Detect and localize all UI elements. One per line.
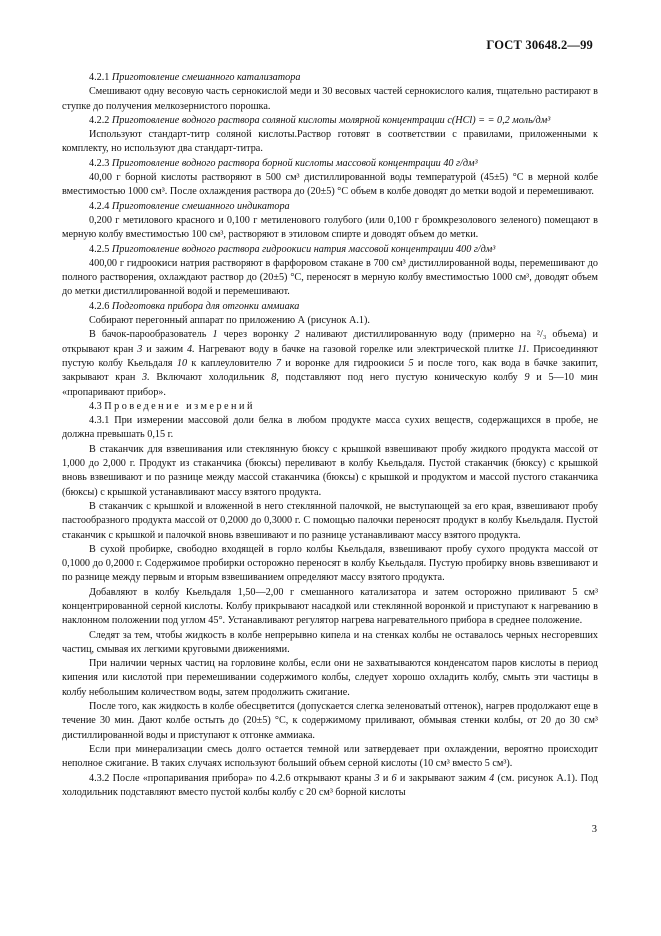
text-run: 4.2.2: [89, 114, 112, 126]
text-run: подставляют под него пустую коническую колбу: [278, 372, 525, 384]
text-run: 4.3.2 После «пропаривания прибора» по 4.2.6 открывают краны: [89, 772, 375, 784]
text-run: 4.2.5: [89, 243, 112, 255]
paragraph: [62, 629, 598, 658]
text-run: 4: [489, 772, 495, 784]
text-run: 4.2.6: [89, 300, 112, 312]
text-run: Используют стандарт-титр соляной кислоты.Раствор готовят в соответствии с правилами, приложенными к комплекту, но используют два стандарт-титра.: [62, 129, 598, 155]
page-number: 3: [591, 824, 597, 835]
text-run: и закрывают зажим: [396, 772, 490, 784]
text-run: наливают дистиллированную воду (примерно на ²/₃ объема) и открывают кран: [62, 329, 598, 355]
text-run: 11.: [517, 343, 530, 355]
paragraph: [62, 200, 598, 214]
paragraph: [62, 700, 598, 743]
paragraph: [62, 772, 598, 801]
paragraph: [62, 85, 598, 114]
text-run: 4.: [187, 343, 195, 355]
paragraph: [62, 743, 598, 772]
text-run: 4.2.1: [89, 72, 112, 83]
text-run: 400,00 г гидроокиси натрия растворяют в фарфоровом стакане в 700 см³ дистиллированной воды, перемешивают до полного растворения, охлаждают раствор до (20±5) °С, переносят в мерную колбу вместимостью 1000 см³, доводят объем до метки дистиллированной водой и перемешивают.: [62, 257, 598, 298]
paragraph: [62, 586, 598, 629]
text-run: Собирают перегонный аппарат по приложению А (рисунок А.1).: [89, 315, 370, 327]
text-run: Если при минерализации смесь долго остается темной или затвердевает при охлаждении, вероятно происходит неполное сжигание. В таких случаях используют больший объем серной кислоты (10 см³ вместо 5 см³).: [62, 743, 598, 770]
text-run: 0,200 г метилового красного и 0,100 г метиленового голубого (или 0,100 г бромкрезолового зеленого) помещают в мерную колбу вместимостью 100 см³, растворяют в этиловом спирте и доводят объем до метки.: [62, 214, 598, 241]
text-run: 10: [176, 357, 188, 369]
text-run: Приготовление водного раствора гидроокиси натрия массовой концентрации 400 г/дм³: [111, 243, 496, 255]
text-run: Добавляют в колбу Кьельдаля 1,50—2,00 г смешанного катализатора и затем осторожно приливают 5 см³ концентрированной серной кислоты. Колбу прикрывают насадкой или стеклянной воронкой и приступают к нагреванию в наклонном положении под углом 45°. Устанавливают регулятор нагрева нагревательного прибора в среднее положение.: [62, 586, 598, 627]
text-run: (см. рисунок А.1). Под холодильник подставляют вместо пустой колбы колбу с 20 см³ борной кислоты: [62, 772, 598, 798]
text-run: 4.3: [89, 400, 105, 412]
text-run: 4.2.3: [89, 157, 112, 169]
paragraph: [62, 300, 598, 314]
text-run: 3: [374, 772, 380, 784]
text-run: Подготовка прибора для отгонки аммиака: [111, 300, 300, 312]
text-run: После того, как жидкость в колбе обесцветится (допускается слегка зеленоватый оттенок), нагрев продолжают еще в течение 30 мин. Дают колбе остыть до (20±5) °С, к содержимому приливают, обмывая стенки колбы, от 20 до 30 см³ дистиллированной воды и приступают к отгонке аммиака.: [62, 701, 598, 741]
text-run: Приготовление водного раствора борной кислоты массовой концентрации 40 г/дм³: [111, 157, 478, 169]
text-run: 8,: [271, 372, 279, 384]
text-run: 3: [137, 343, 143, 355]
text-run: Проведение измерений: [104, 400, 255, 412]
text-run: 9: [524, 372, 530, 384]
paragraph: [62, 443, 598, 500]
text-run: и 5—10 мин «пропаривают прибор».: [62, 372, 598, 398]
paragraph: [62, 128, 598, 157]
text-run: и зажим: [142, 343, 187, 355]
text-run: При наличии черных частиц на горловине колбы, если они не захватываются конденсатом паров кислоты в период кипения или кислотой при перемешивании содержимого колбы, следует хорошо охладить колбу, смыть эти частицы в колбу небольшим количеством воды, затем продолжить сжигание.: [62, 658, 598, 698]
text-run: 4.2.4: [89, 200, 112, 212]
text-run: 1: [212, 329, 218, 341]
text-run: 4.3.1 При измерении массовой доли белка в любом продукте масса сухих веществ, содержащихся в пробе, не должна превышать 0,15 г.: [62, 415, 598, 441]
text-run: Смешивают одну весовую часть сернокислой меди и 30 весовых частей сернокислого калия, тщательно растирают в ступке до получения мелкозернистого порошка.: [62, 86, 598, 112]
standard-header: ГОСТ 30648.2—99: [486, 38, 593, 52]
text-run: 7: [275, 357, 281, 369]
paragraph: [62, 500, 598, 543]
paragraph: [62, 314, 598, 328]
paragraph: [62, 543, 598, 586]
text-run: 3.: [142, 372, 150, 384]
paragraph: [62, 214, 598, 243]
text-run: Следят за тем, чтобы жидкость в колбе непрерывно кипела и на стенках колбы не оставалось черных несгоревших частиц, смывая их легкими круговыми движениями.: [62, 629, 598, 655]
paragraph: [62, 171, 598, 200]
text-run: Нагревают воду в бачке на газовой горелке или электрической плитке: [194, 343, 518, 355]
text-run: В стаканчик для взвешивания или стеклянную бюксу с крышкой взвешивают пробу жидкого продукта массой от 1,000 до 2,000 г. Продукт из стаканчика (бюксы) переливают в колбу Кьельдаля. Пустой стаканчик (бюксу) с крышкой вновь взвешивают и по разнице между массой стаканчика (бюксы) с крышкой и продуктом и массой пустого стаканчика (бюксы) с крышкой устанавливают массу взятого продукта.: [62, 443, 598, 498]
text-run: В сухой пробирке, свободно входящей в горло колбы Кьельдаля, взвешивают пробу сухого продукта массой от 0,1000 до 0,2000 г. Содержимое пробирки осторожно переносят в колбу Кьельдаля. Пустую пробирку вновь взвешивают и по разнице между первым и вторым взвешиванием определяют массу взятого продукта.: [62, 543, 598, 584]
text-run: 2: [294, 329, 300, 341]
paragraph: [62, 71, 598, 85]
text-run: и: [379, 772, 392, 784]
document-body: [62, 71, 598, 800]
text-run: Присоединяют пустую колбу Кьельдаля: [62, 343, 598, 369]
text-run: Приготовление водного раствора соляной кислоты молярной концентрации c(HCl) = = 0,2 моль/дм³: [111, 114, 551, 126]
paragraph: [62, 657, 598, 700]
text-run: и после того, как вода в бачке закипит, закрывают кран: [62, 357, 598, 384]
paragraph: [62, 257, 598, 300]
text-run: к каплеуловителю: [187, 357, 276, 369]
paragraph: [62, 328, 598, 399]
text-run: Приготовление смешанного катализатора: [111, 72, 301, 83]
paragraph: [62, 114, 598, 128]
paragraph: [62, 157, 598, 171]
text-run: Включают холодильник: [149, 372, 272, 384]
paragraph: [62, 414, 598, 443]
paragraph: [62, 243, 598, 257]
text-run: Приготовление смешанного индикатора: [111, 200, 290, 212]
text-run: 6: [391, 772, 397, 784]
text-run: 40,00 г борной кислоты растворяют в 500 см³ дистиллированной воды температурой (45±5) °С в мерной колбе вместимостью 1000 см³. После охлаждения раствора до (20±5) °С объем в колбе доводят до метки водой и перемешивают.: [62, 172, 598, 198]
text-run: 5: [408, 357, 414, 369]
text-run: через воронку: [217, 329, 295, 341]
text-run: В стаканчик с крышкой и вложенной в него стеклянной палочкой, не выступающей за его края, взвешивают пробу пастообразного продукта массой от 0,2000 до 0,3000 г. С помощью палочки переносят продукт в колбу Кьельдаля. Пустой стаканчик с крышкой и палочкой вновь взвешивают и по разнице устанавливают массу взятого продукта.: [62, 500, 598, 541]
text-run: В бачок-парообразователь: [89, 329, 213, 341]
paragraph: [62, 400, 598, 414]
text-run: и воронке для гидроокиси: [280, 357, 409, 369]
